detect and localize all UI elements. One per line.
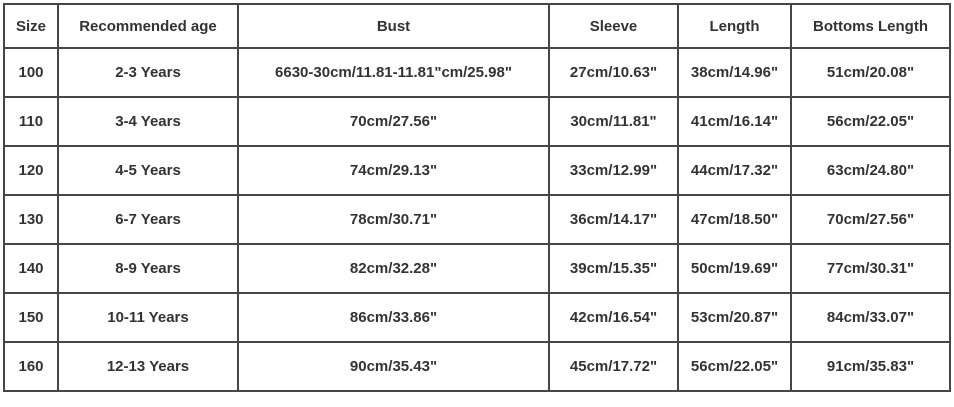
header-cell-bottoms-length: Bottoms Length: [791, 4, 950, 48]
cell-length: 50cm/19.69": [678, 244, 791, 293]
table-row: [4, 48, 950, 97]
cell-size: 160: [4, 342, 58, 391]
cell-length: 53cm/20.87": [678, 293, 791, 342]
table-row: [4, 342, 950, 391]
cell-bottoms-length: 84cm/33.07": [791, 293, 950, 342]
table-row: [4, 244, 950, 293]
cell-bottoms-length: 77cm/30.31": [791, 244, 950, 293]
cell-sleeve: 36cm/14.17": [549, 195, 678, 244]
cell-sleeve: 27cm/10.63": [549, 48, 678, 97]
header-cell-length: Length: [678, 4, 791, 48]
header-cell-recommended-age: Recommended age: [58, 4, 238, 48]
cell-length: 44cm/17.32": [678, 146, 791, 195]
cell-bottoms-length: 91cm/35.83": [791, 342, 950, 391]
cell-recommended-age: 2-3 Years: [58, 48, 238, 97]
cell-recommended-age: 8-9 Years: [58, 244, 238, 293]
cell-sleeve: 33cm/12.99": [549, 146, 678, 195]
cell-length: 38cm/14.96": [678, 48, 791, 97]
size-chart-table: [3, 3, 951, 392]
cell-bust: 82cm/32.28": [238, 244, 549, 293]
cell-bust: 90cm/35.43": [238, 342, 549, 391]
cell-length: 56cm/22.05": [678, 342, 791, 391]
cell-bottoms-length: 70cm/27.56": [791, 195, 950, 244]
cell-bust: 86cm/33.86": [238, 293, 549, 342]
table-row: [4, 293, 950, 342]
cell-size: 140: [4, 244, 58, 293]
cell-size: 150: [4, 293, 58, 342]
cell-sleeve: 45cm/17.72": [549, 342, 678, 391]
cell-size: 110: [4, 97, 58, 146]
cell-bottoms-length: 56cm/22.05": [791, 97, 950, 146]
cell-recommended-age: 6-7 Years: [58, 195, 238, 244]
cell-sleeve: 42cm/16.54": [549, 293, 678, 342]
cell-recommended-age: 3-4 Years: [58, 97, 238, 146]
cell-length: 47cm/18.50": [678, 195, 791, 244]
cell-recommended-age: 12-13 Years: [58, 342, 238, 391]
cell-bust: 74cm/29.13": [238, 146, 549, 195]
header-row: [4, 4, 950, 48]
size-chart-body: [4, 48, 950, 391]
cell-recommended-age: 4-5 Years: [58, 146, 238, 195]
cell-size: 120: [4, 146, 58, 195]
cell-bust: 78cm/30.71": [238, 195, 549, 244]
header-cell-size: Size: [4, 4, 58, 48]
cell-sleeve: 30cm/11.81": [549, 97, 678, 146]
cell-bottoms-length: 63cm/24.80": [791, 146, 950, 195]
table-row: [4, 146, 950, 195]
cell-size: 130: [4, 195, 58, 244]
cell-size: 100: [4, 48, 58, 97]
cell-recommended-age: 10-11 Years: [58, 293, 238, 342]
cell-length: 41cm/16.14": [678, 97, 791, 146]
size-chart-header: [4, 4, 950, 48]
header-cell-bust: Bust: [238, 4, 549, 48]
cell-bust: 6630-30cm/11.81-11.81"cm/25.98": [238, 48, 549, 97]
table-row: [4, 195, 950, 244]
cell-sleeve: 39cm/15.35": [549, 244, 678, 293]
cell-bottoms-length: 51cm/20.08": [791, 48, 950, 97]
header-cell-sleeve: Sleeve: [549, 4, 678, 48]
table-row: [4, 97, 950, 146]
cell-bust: 70cm/27.56": [238, 97, 549, 146]
